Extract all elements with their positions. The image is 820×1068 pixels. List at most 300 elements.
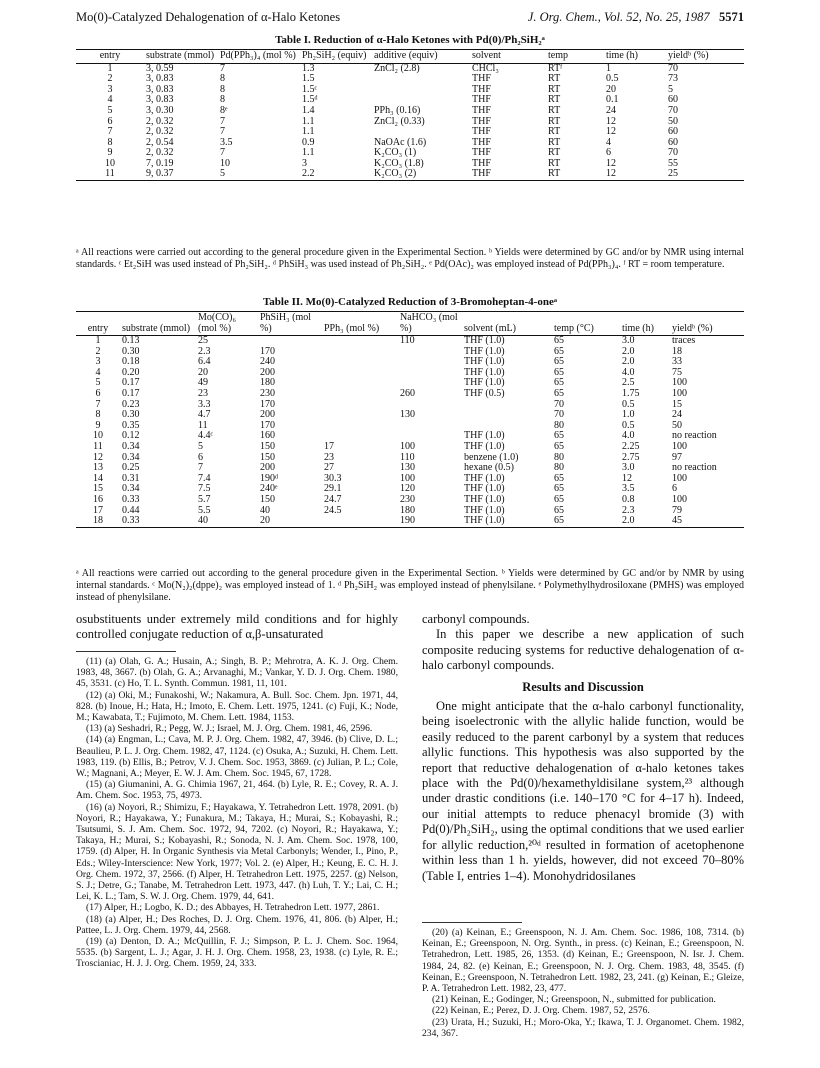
table-cell: 7.5 <box>198 483 211 495</box>
table-cell: 2 <box>107 73 113 85</box>
table-cell: CHCl₃ <box>472 62 499 74</box>
table-cell: 65 <box>554 483 564 495</box>
table-cell: 4.0 <box>622 366 635 378</box>
table-cell: 60 <box>668 136 678 148</box>
table-cell: 15 <box>672 398 682 410</box>
table-cell: THF <box>472 94 491 106</box>
table-cell: THF (1.0) <box>464 472 505 484</box>
table-cell: 1.1 <box>302 126 315 138</box>
table-cell: 80 <box>554 451 564 463</box>
table-cell: 190 <box>398 516 462 527</box>
table-cell: 6 <box>95 388 101 400</box>
table-cell: 2, 0.32 <box>146 147 174 159</box>
table-cell <box>398 357 462 368</box>
table-cell: 20 <box>606 83 616 95</box>
reference-entry: (11) (a) Olah, G. A.; Husain, A.; Singh, B. P.; Mehrotra, A. K. J. Org. Chem. 1983, 48, 3667. (b) Olah, G. A.; Arvanaghi, M.; Vankar, Y. D. J. Org. Chem. 1980, 45, 3531. (c) Ho, T. L. Synth. Commun. 1981, 11, 101. <box>76 656 398 690</box>
body-paragraph-left: osubstituents under extremely mild conditions and for highly controlled conjugate reduction of α,β-unsaturated <box>76 612 398 642</box>
table-cell: PPh₃ (0.16) <box>374 104 421 116</box>
table-cell: 0.34 <box>122 440 140 452</box>
table-cell: RT <box>548 126 561 138</box>
table-cell: 4 <box>107 94 113 106</box>
table1-col-header: temp <box>546 51 604 63</box>
table-cell: 7 <box>220 62 225 74</box>
table-cell: 0.31 <box>122 472 140 484</box>
table-cell: 65 <box>554 493 564 505</box>
table-cell: 130 <box>400 462 415 474</box>
table1-col-header: substrate (mmol) <box>144 51 218 63</box>
table-cell: 2.2 <box>300 169 372 180</box>
table2-caption: Table II. Mo(0)-Catalyzed Reduction of 3-Bromoheptan-4-oneᵃ <box>262 296 558 308</box>
table2-col-header: time (h) <box>620 313 670 336</box>
reference-entry: (19) (a) Denton, D. A.; McQuillin, F. J.; Simpson, P. L. J. Chem. Soc. 1964, 5535. (b) Sargent, L. J.; Agar, J. H. J. Org. Chem. 1958, 23, 1938. (c) Lyle, R. E.; Troscianiac, H. J. J. Org. Chem. 1959, 24, 333. <box>76 936 398 970</box>
table-cell <box>398 347 462 358</box>
table-cell: 3.5 <box>622 483 635 495</box>
table-cell: 5 <box>107 104 113 116</box>
reference-entry: (18) (a) Alper, H.; Des Roches, D. J. Org. Chem. 1976, 41, 806. (b) Alper, H.; Pattee, L. J. Org. Chem. 1979, 44, 2568. <box>76 913 398 936</box>
table-cell: 5 <box>218 169 300 180</box>
table-cell: K₂CO₃ (1) <box>374 147 417 159</box>
table-cell <box>462 400 552 411</box>
table-cell: 65 <box>554 356 564 368</box>
table-cell: 14 <box>93 472 103 484</box>
table-cell: 240ᵉ <box>260 483 278 495</box>
table-cell: 16 <box>93 493 103 505</box>
table2-col-header: PPh₃ (mol %) <box>322 313 398 336</box>
table-cell: 20 <box>258 516 322 527</box>
table2-col-header: solvent (mL) <box>462 313 552 336</box>
table-cell: 11 <box>93 440 103 452</box>
table-cell: 3.0 <box>622 462 635 474</box>
table-cell <box>462 410 552 421</box>
reference-entry: (16) (a) Noyori, R.; Shimizu, F.; Hayakawa, Y. Tetrahedron Lett. 1978, 2091. (b) Noyori, R.; Hayakawa, Y.; Funakura, M.; Takaya, H.; Murai, S.; Kobayashi, R.; Tsutsumi, S. J. Am. Chem. Soc. 1972, 94, 7202. (c) Noyori, R.; Hayakawa, Y.; Takaya, H.; Murai, S.; Kobayashi, R.; Sonoda, N. J. Am. Chem. Soc. 1978, 100, 1759. (d) Alper, H. In Organic Synthesis via Metal Carbonyls; Wender, I., Pino, P., Eds.; Wiley-Interscience: New York, 1977; Vol. 2. (e) Alper, H.; Keung, E. C. H. J. Org. Chem. 1972, 37, 2566. (f) Alper, H. Tetrahedron Lett. 1975, 2257. (g) Nelson, S. J.; Detre, G.; Tanabe, M. Tetrahedron Lett. 1973, 447. (h) Luh, T. Y.; Lai, C. H.; Lei, K. L.; Tam, S. W. J. Org. Chem. 1979, 44, 641. <box>76 801 398 903</box>
table-cell: 170 <box>260 419 275 431</box>
table-cell: 0.33 <box>122 493 140 505</box>
reference-entry: (20) (a) Keinan, E.; Greenspoon, N. J. Am. Chem. Soc. 1986, 108, 7314. (b) Keinan, E.; Greenspoon, N. Org. Synth., in press. (c) Keinan, E.; Greenspoon, N. Tetrahedron, Lett. 1985, 26, 1353. (d) Keinan, E.; Greenspoon, N. Isr. J. Chem. 1984, 24, 82. (e) Keinan, E.; Greenspoon, N. J. Org. Chem. 1983, 48, 3545. (f) Keinan, E.; Greenspoon, N. Tetrahedron Lett. 1982, 23, 241. (g) Keinan, E.; Gleize, P. A. Tetrahedron Lett. 1982, 23, 477. <box>422 927 744 995</box>
table-cell: 0.5 <box>622 398 635 410</box>
section-heading: Results and Discussion <box>522 679 644 694</box>
table-cell: 7 <box>107 126 113 138</box>
table2-col-header: substrate (mmol) <box>120 313 196 336</box>
table-cell: 70 <box>668 104 678 116</box>
table-cell: 8ᵉ <box>220 104 228 116</box>
table-row <box>76 421 744 432</box>
table-cell: 17 <box>93 504 103 516</box>
table-cell: 1.5 <box>302 73 315 85</box>
table-cell: benzene (1.0) <box>464 451 519 463</box>
table-cell: 0.1 <box>606 94 619 106</box>
table-cell: 65 <box>554 440 564 452</box>
table-cell: 0.44 <box>122 504 140 516</box>
table-cell <box>398 368 462 379</box>
table1 <box>76 49 744 181</box>
table-cell: 4 <box>606 136 611 148</box>
table-cell: 3, 0.83 <box>146 73 174 85</box>
table-cell: 2, 0.32 <box>146 126 174 138</box>
table-cell: 5.7 <box>198 493 211 505</box>
table-cell: 2, 0.32 <box>146 115 174 127</box>
reference-entry: (12) (a) Oki, M.; Funakoshi, W.; Nakamura, A. Bull. Soc. Chem. Jpn. 1971, 44, 828. (b) Inoue, H.; Hata, H.; Imoto, E. Chem. Lett. 1975, 1241. (c) Fuji, K.; Node, M.; Kawabata, T.; Fujimoto, M. Chem. Lett. 1984, 1153. <box>76 689 398 724</box>
table-cell: 55 <box>668 157 678 169</box>
table-cell: 260 <box>400 388 415 400</box>
table-row <box>76 74 744 85</box>
table-cell: 4.7 <box>198 409 211 421</box>
table-cell: 0.12 <box>122 430 140 442</box>
table-cell: 12 <box>606 115 616 127</box>
table-cell: 2.3 <box>622 504 635 516</box>
table-cell: no reaction <box>672 430 717 442</box>
table-cell: 65 <box>554 504 564 516</box>
table-cell: 45 <box>670 516 744 527</box>
table-cell: 110 <box>400 451 415 463</box>
table-row <box>76 106 744 117</box>
body-line-carbonyl: carbonyl compounds. <box>422 612 530 626</box>
table-cell: 240 <box>260 356 275 368</box>
table-cell: 1.5ᵈ <box>302 94 318 106</box>
table-cell: 1.75 <box>622 388 640 400</box>
table-cell: 0.33 <box>120 516 196 527</box>
table-cell: 10 <box>105 157 115 169</box>
table-cell: 120 <box>400 483 415 495</box>
table-cell: THF (1.0) <box>464 504 505 516</box>
table-row <box>76 116 744 127</box>
table-cell: 65 <box>554 366 564 378</box>
table-cell: 9 <box>107 147 113 159</box>
table-cell: 70 <box>554 409 564 421</box>
table-cell: 0.35 <box>122 419 140 431</box>
table-cell: 7 <box>95 398 101 410</box>
body-paragraph-results: One might anticipate that the α-halo carbonyl functionality, being isoelectronic with the allylic halide function, would be easily reduced to the parent carbonyl by a system that reduces allylic functions. This hypothesis was also supported by the report that reductive dehalogenation of α-halo ketones takes place with the Pd(0)/hexamethyldisilane system,²³ although under drastic conditions (i.e. 140–170 °C for 4–17 h). Indeed, our initial attempts to reduce phenacyl bromide (3) with Pd(0)/Ph₂SiH₂, using the optimal conditions that we used earlier for allylic reduction,²⁰ᵈ resulted in formation of acetophenone within less than 1 h. yields, however, did not exceed 70–80% (Table I, entries 1–4). Monohydridosilanes <box>422 699 744 883</box>
table1-col-header: Ph₂SiH₂ (equiv) <box>300 51 372 63</box>
reference-entry: (22) Keinan, E.; Perez, D. J. Org. Chem. 1987, 52, 2576. <box>432 1005 650 1017</box>
table-cell: RT <box>548 136 561 148</box>
table-cell <box>322 347 398 358</box>
table-cell: 0.13 <box>122 335 140 347</box>
table-cell: 27 <box>324 462 334 474</box>
table1-col-header: time (h) <box>604 51 666 63</box>
table-cell: 8 <box>107 136 113 148</box>
running-title: Mo(0)-Catalyzed Dehalogenation of α-Halo Ketones <box>76 10 341 24</box>
table-row <box>76 368 744 379</box>
table-cell: RT <box>548 157 561 169</box>
table-cell: THF (1.0) <box>464 366 505 378</box>
table-cell: K₂CO₃ (2) <box>372 169 470 180</box>
table1-col-header: Pd(PPh₃)₄ (mol %) <box>218 51 300 63</box>
table-cell: 12 <box>93 451 103 463</box>
table-cell: 3.0 <box>622 335 635 347</box>
table-cell: 170 <box>260 398 275 410</box>
table-cell: 2.75 <box>622 451 640 463</box>
table-cell: 65 <box>554 388 564 400</box>
table-cell: 80 <box>554 462 564 474</box>
table-cell: 2.0 <box>620 516 670 527</box>
table-cell: 65 <box>554 472 564 484</box>
table-cell: THF (1.0) <box>464 430 505 442</box>
table-cell: 0.20 <box>122 366 140 378</box>
table-cell: no reaction <box>672 462 717 474</box>
table-cell: THF <box>472 73 491 85</box>
reference-entry: (21) Keinan, E.; Godinger, N.; Greenspoon, N., submitted for publication. <box>432 994 716 1006</box>
reference-entry: (14) (a) Engman, L.; Cava, M. P. J. Org. Chem. 1982, 47, 3946. (b) Clive, D. L.; Beaulieu, P. L. J. Org. Chem. 1982, 47, 1124. (c) Osuka, A.; Suzuki, H. Chem. Lett. 1983, 119. (b) Ellis, B.; Petrov, V. J. Chem. Soc. 1953, 3869. (c) Julian, P. L.; Cole, W.; Magnani, A.; Meyer, E. W. J. Am. Chem. Soc. 1945, 67, 1728. <box>76 734 398 780</box>
table-cell: 50 <box>668 115 678 127</box>
table-cell: 10 <box>220 157 230 169</box>
table-cell: 7 <box>220 115 225 127</box>
table-cell: 4.4ᶜ <box>198 430 214 442</box>
table-cell: THF <box>472 83 491 95</box>
table-cell: 0.8 <box>622 493 635 505</box>
left-column-text <box>76 612 398 643</box>
table-cell: 200 <box>260 366 275 378</box>
table-cell: THF (1.0) <box>464 493 505 505</box>
table-cell: 11 <box>76 169 144 180</box>
references-right <box>422 927 744 1039</box>
table-cell <box>372 74 470 85</box>
table-cell: 3.5 <box>220 136 233 148</box>
table-cell: 12 <box>622 472 632 484</box>
table-cell: 190ᵈ <box>260 472 279 484</box>
reference-entry: (15) (a) Giumanini, A. G. Chimia 1967, 21, 464. (b) Lyle, R. E.; Covey, R. A. J. Am. Chem. Soc. 1953, 75, 4973. <box>76 779 398 802</box>
table-cell: 25 <box>198 335 208 347</box>
table-cell: 0.23 <box>122 398 140 410</box>
table-cell: 2.25 <box>622 440 640 452</box>
table-row <box>76 336 744 347</box>
table-cell: THF <box>472 136 491 148</box>
table-cell: 100 <box>672 472 687 484</box>
table-cell: RT <box>548 115 561 127</box>
table-cell: 3 <box>302 157 307 169</box>
table-cell: 65 <box>552 516 620 527</box>
table-cell: 100 <box>400 472 415 484</box>
table-cell: 4 <box>95 366 101 378</box>
table-cell: 0.9 <box>302 136 315 148</box>
table-cell: 65 <box>554 335 564 347</box>
table-cell: 2.3 <box>198 345 211 357</box>
table-cell: 180 <box>260 377 275 389</box>
table-cell: THF (1.0) <box>464 483 505 495</box>
table-cell: RT <box>548 73 561 85</box>
table-cell: THF (0.5) <box>464 388 505 400</box>
table-cell: 100 <box>672 388 687 400</box>
table-cell: 70 <box>554 398 564 410</box>
table2-col-header: NaHCO₃ (mol %) <box>398 313 462 336</box>
table-cell: 0.17 <box>122 377 140 389</box>
table-cell: 70 <box>668 62 678 74</box>
table-cell: 7, 0.19 <box>146 157 174 169</box>
table1-col-header: solvent <box>470 51 546 63</box>
table-cell: 49 <box>198 377 208 389</box>
table-row <box>76 442 744 453</box>
table2-col-header: entry <box>76 313 120 336</box>
table-cell: 1.3 <box>302 62 315 74</box>
table-cell: THF <box>472 115 491 127</box>
table-cell: 24.7 <box>324 493 342 505</box>
table-cell: 25 <box>666 169 744 180</box>
table-cell: 7 <box>198 462 203 474</box>
table-cell: THF (1.0) <box>464 356 505 368</box>
table-cell: 6.4 <box>198 356 211 368</box>
table-cell <box>322 389 398 400</box>
table-cell: 150 <box>260 451 275 463</box>
table-cell <box>322 357 398 368</box>
table-row <box>76 495 744 506</box>
table-cell: 5 <box>198 440 203 452</box>
table-cell: THF (1.0) <box>464 345 505 357</box>
table-cell: 97 <box>672 451 682 463</box>
table-cell: 8 <box>220 83 225 95</box>
table-cell: 1.1 <box>302 147 315 159</box>
table-cell: 230 <box>400 493 415 505</box>
running-header <box>76 10 744 26</box>
table-row <box>76 63 744 74</box>
table-cell <box>322 368 398 379</box>
table-cell: 230 <box>260 388 275 400</box>
page-number: 5571 <box>719 10 744 24</box>
table-cell: 40 <box>196 516 258 527</box>
table-cell: THF <box>472 104 491 116</box>
table-cell: 100 <box>672 493 687 505</box>
table-row <box>76 410 744 421</box>
table-cell: 60 <box>668 126 678 138</box>
table-cell: 3, 0.83 <box>146 94 174 106</box>
table-cell: 0.30 <box>122 345 140 357</box>
table-cell: 6 <box>672 483 677 495</box>
reference-entry: (17) Alper, H.; Logbo, K. D.; des Abbayes, H. Tetrahedron Lett. 1977, 2861. <box>86 902 380 914</box>
table-cell <box>322 378 398 389</box>
table-cell: 24 <box>606 104 616 116</box>
table-cell: 18 <box>672 345 682 357</box>
table-cell: 1 <box>107 62 113 74</box>
table-cell: 65 <box>554 377 564 389</box>
table-cell <box>322 336 398 347</box>
table-cell: 10 <box>93 430 103 442</box>
table-cell: RT <box>546 169 604 180</box>
table-cell: 100 <box>400 440 415 452</box>
table-cell: 6 <box>107 115 113 127</box>
table-cell: 5 <box>95 377 101 389</box>
footnote-divider-left <box>76 651 176 652</box>
table-cell: 0.30 <box>122 409 140 421</box>
table-cell: 65 <box>554 430 564 442</box>
footnote-divider-right <box>422 922 522 923</box>
table-row <box>76 357 744 368</box>
table-cell: 9 <box>95 419 101 431</box>
table-cell: 160 <box>260 430 275 442</box>
table-cell: 200 <box>260 409 275 421</box>
table-cell: 13 <box>93 462 103 474</box>
table-cell: 1.1 <box>302 115 315 127</box>
table-cell: THF <box>472 126 491 138</box>
table-cell: 24 <box>672 409 682 421</box>
table-cell: 0.34 <box>122 483 140 495</box>
table-cell: 3, 0.83 <box>146 83 174 95</box>
table-cell: 150 <box>260 493 275 505</box>
table-cell <box>372 85 470 96</box>
table-cell: 3.3 <box>198 398 211 410</box>
table1-col-header: entry <box>76 51 144 63</box>
table-row <box>76 347 744 358</box>
table1-header-row <box>76 51 744 63</box>
table-cell: 8 <box>95 409 101 421</box>
table2-footnote: ᵃ All reactions were carried out according to the general procedure given in the Experimental Section. ᵇ Yields were determined by GC and/or by NMR by using internal standards. ᶜ Mo(N₂)₂(dppe)₂ was employed instead of 1. ᵈ Ph₂SiH₂ was employed instead of phenylsilane. ᵉ Polymethylhydrosiloxane (PMHS) was employed instead of phenylsilane. <box>76 568 744 603</box>
table-cell <box>398 421 462 432</box>
table-cell: 1 <box>95 335 101 347</box>
table-cell: 0.25 <box>122 462 140 474</box>
table-cell: 23 <box>324 451 334 463</box>
table-cell: RT <box>548 104 561 116</box>
table-cell: 7 <box>220 147 225 159</box>
table-cell: 7 <box>220 126 225 138</box>
table-cell: 7.4 <box>198 472 211 484</box>
table-cell: 15 <box>93 483 103 495</box>
table2 <box>76 311 744 528</box>
table1-caption: Table I. Reduction of α-Halo Ketones with Pd(0)/Ph₂SiH₂ᵃ <box>275 34 545 46</box>
table-cell: 50 <box>672 419 682 431</box>
table-cell: 170 <box>260 345 275 357</box>
table-cell: RT <box>548 94 561 106</box>
table-cell: 65 <box>554 345 564 357</box>
table-cell: 79 <box>672 504 682 516</box>
table-row <box>76 85 744 96</box>
table-cell: 8 <box>220 94 225 106</box>
table-cell <box>322 400 398 411</box>
table-cell: 2.0 <box>622 356 635 368</box>
table-cell: 6 <box>198 451 203 463</box>
table-cell: 9, 0.37 <box>144 169 218 180</box>
table-cell: THF <box>472 147 491 159</box>
right-column-text <box>422 612 744 884</box>
table-cell: 3, 0.30 <box>146 104 174 116</box>
table1-col-header: yieldᵇ (%) <box>666 51 744 63</box>
table-cell: 0.34 <box>122 451 140 463</box>
table-cell: 12 <box>604 169 666 180</box>
table-cell: ZnCl₂ (2.8) <box>374 62 420 74</box>
table-cell: 0.5 <box>606 73 619 85</box>
table-cell: 1.4 <box>302 104 315 116</box>
table-row <box>76 169 744 180</box>
table-cell: 150 <box>260 440 275 452</box>
table2-header-row <box>76 313 744 336</box>
table-cell: NaOAc (1.6) <box>374 136 427 148</box>
table-cell: traces <box>672 335 696 347</box>
table-cell: 20 <box>198 366 208 378</box>
table-cell: THF (1.0) <box>464 377 505 389</box>
journal-citation: J. Org. Chem., Vol. 52, No. 25, 1987 5571 <box>527 10 744 24</box>
table-cell: 180 <box>400 504 415 516</box>
table2-col-header: Mo(CO)₆ (mol %) <box>196 313 258 336</box>
table-cell: 73 <box>668 73 678 85</box>
table-cell: 130 <box>400 409 415 421</box>
table-cell: 33 <box>672 356 682 368</box>
table-cell <box>322 516 398 527</box>
table2-col-header: yieldᵇ (%) <box>670 313 744 336</box>
table-cell: RT <box>548 147 561 159</box>
table-cell: K₂CO₃ (1.8) <box>374 157 424 169</box>
table-cell: 70 <box>668 147 678 159</box>
table-cell: 6 <box>606 147 611 159</box>
table-cell: 17 <box>324 440 334 452</box>
table2-col-header: temp (°C) <box>552 313 620 336</box>
table1-col-header: additive (equiv) <box>372 51 470 63</box>
table-cell: 8 <box>220 73 225 85</box>
table-cell: 2.5 <box>622 377 635 389</box>
table-cell: 3, 0.59 <box>146 62 174 74</box>
table-cell <box>322 410 398 421</box>
table-cell: 0.18 <box>122 356 140 368</box>
table-cell: 1 <box>606 62 611 74</box>
table-cell: hexane (0.5) <box>464 462 514 474</box>
table-cell: 18 <box>76 516 120 527</box>
table-cell: 1.0 <box>622 409 635 421</box>
table-cell: 100 <box>672 377 687 389</box>
